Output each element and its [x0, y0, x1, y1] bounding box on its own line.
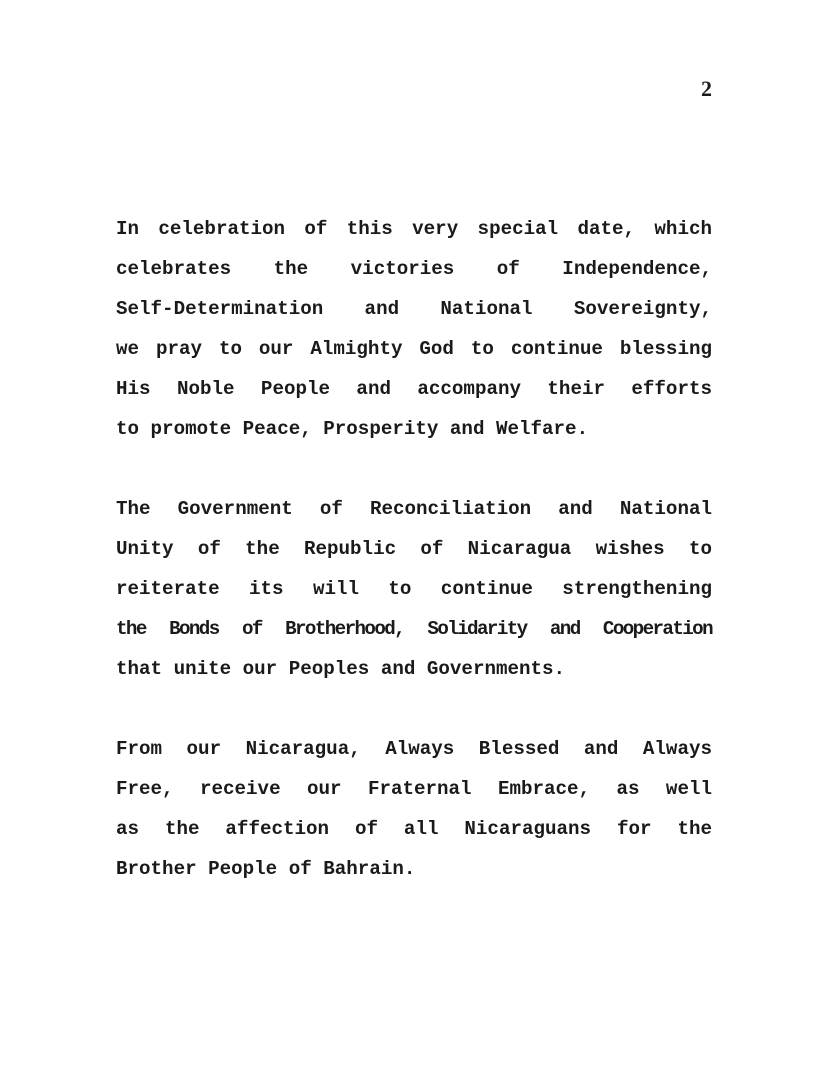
- paragraph-celebration: [116, 209, 712, 449]
- text-line: we pray to our Almighty God to continue blessing: [116, 338, 712, 360]
- text-line: the Bonds of Brotherhood, Solidarity and Cooperation: [116, 618, 712, 640]
- text-line: reiterate its will to continue strengthening: [116, 578, 712, 600]
- text-line: to promote Peace, Prosperity and Welfare.: [116, 418, 589, 440]
- text-line: Brother People of Bahrain.: [116, 858, 416, 880]
- text-line: as the affection of all Nicaraguans for the: [116, 818, 712, 840]
- text-line: From our Nicaragua, Always Blessed and Always: [116, 738, 712, 760]
- text-line: In celebration of this very special date, which: [116, 218, 712, 240]
- paragraph-closing: [116, 729, 712, 889]
- text-line: The Government of Reconciliation and National: [116, 498, 712, 520]
- page-number: 2: [701, 76, 712, 101]
- paragraph-government: [116, 489, 712, 689]
- text-line: Unity of the Republic of Nicaragua wishes to: [116, 538, 712, 560]
- text-line: celebrates the victories of Independence,: [116, 258, 712, 280]
- text-line: Self-Determination and National Sovereignty,: [116, 298, 712, 320]
- text-line: that unite our Peoples and Governments.: [116, 658, 566, 680]
- text-line: His Noble People and accompany their efforts: [116, 378, 712, 400]
- text-line: Free, receive our Fraternal Embrace, as well: [116, 778, 712, 800]
